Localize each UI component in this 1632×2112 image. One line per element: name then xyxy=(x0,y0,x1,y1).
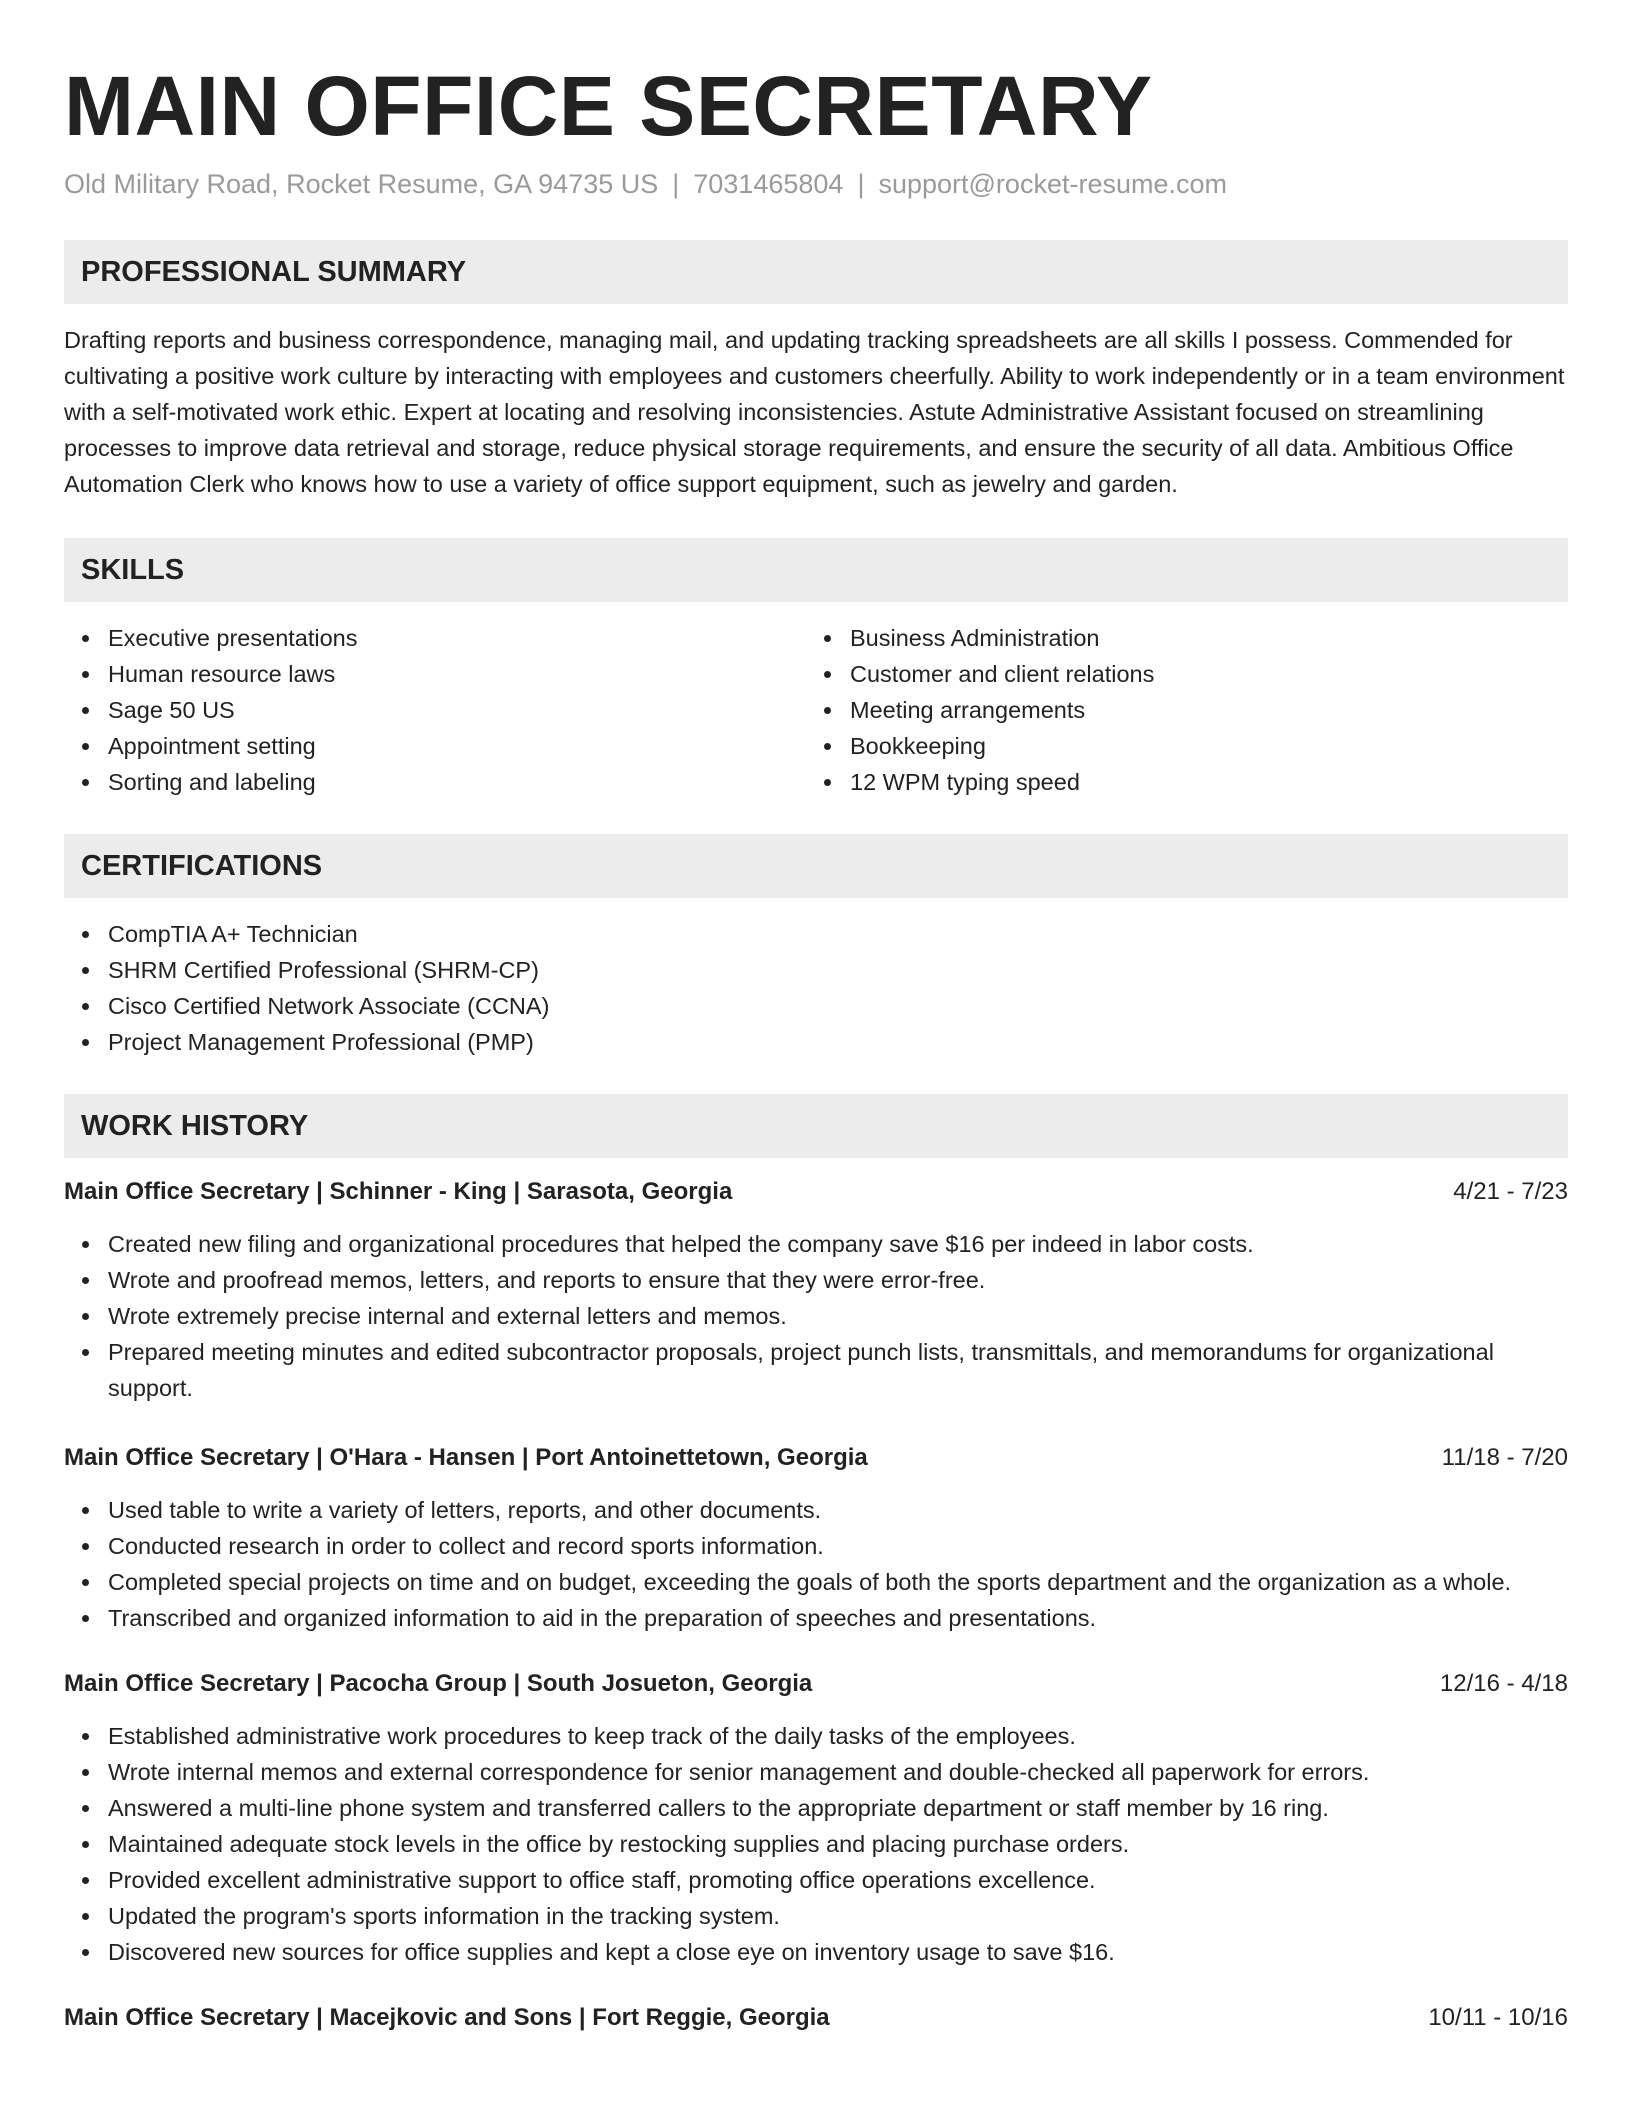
contact-separator: | xyxy=(672,169,680,199)
work-history-section-header: WORK HISTORY xyxy=(64,1094,1568,1158)
job-title: Main Office Secretary | Pacocha Group | South Josueton, Georgia xyxy=(64,1670,813,1697)
job-duty: Wrote and proofread memos, letters, and reports to ensure that they were error-free. xyxy=(64,1262,1568,1298)
certification-item: Project Management Professional (PMP) xyxy=(64,1024,1568,1060)
job-duty: Completed special projects on time and on budget, exceeding the goals of both the sports department and the organization as a whole. xyxy=(64,1564,1568,1600)
skill-item: Customer and client relations xyxy=(806,656,1548,692)
job-header xyxy=(64,1174,1568,1210)
job-duty: Wrote extremely precise internal and external letters and memos. xyxy=(64,1298,1568,1334)
job-header xyxy=(64,1440,1568,1476)
skills-column-left xyxy=(64,620,806,800)
skill-item: Sage 50 US xyxy=(64,692,806,728)
job-entry xyxy=(64,1666,1568,1970)
job-duty: Used table to write a variety of letters, reports, and other documents. xyxy=(64,1492,1568,1528)
job-header xyxy=(64,1666,1568,1702)
job-entry xyxy=(64,1174,1568,1406)
contact-address: Old Military Road, Rocket Resume, GA 94735 US xyxy=(64,169,659,199)
job-title: Main Office Secretary | Schinner - King | Sarasota, Georgia xyxy=(64,1178,733,1205)
skills-section-header: SKILLS xyxy=(64,538,1568,602)
job-dates: 10/11 - 10/16 xyxy=(1428,2004,1568,2031)
job-duties-list xyxy=(64,1226,1568,1406)
job-duty: Discovered new sources for office supplies and kept a close eye on inventory usage to save $16. xyxy=(64,1934,1568,1970)
job-entry xyxy=(64,2000,1568,2036)
skill-item: Human resource laws xyxy=(64,656,806,692)
contact-phone: 7031465804 xyxy=(693,169,844,199)
job-duty: Wrote internal memos and external correspondence for senior management and double-checked all paperwork for errors. xyxy=(64,1754,1568,1790)
contact-email: support@rocket-resume.com xyxy=(878,169,1227,199)
job-title: Main Office Secretary | Macejkovic and Sons | Fort Reggie, Georgia xyxy=(64,2004,830,2031)
job-header xyxy=(64,2000,1568,2036)
summary-text: Drafting reports and business correspondence, managing mail, and updating tracking spreadsheets are all skills I possess. Commended for cultivating a positive work culture by interacting with employees and customers cheerfully. Ability to work independently or in a team environment with a self-motivated work ethic. Expert at locating and resolving inconsistencies. Astute Administrative Assistant focused on streamlining processes to improve data retrieval and storage, reduce physical storage requirements, and ensure the security of all data. Ambitious Office Automation Clerk who knows how to use a variety of office support equipment, such as jewelry and garden. xyxy=(64,327,1565,497)
contact-separator: | xyxy=(857,169,865,199)
certification-item: SHRM Certified Professional (SHRM-CP) xyxy=(64,952,1568,988)
job-duty: Transcribed and organized information to aid in the preparation of speeches and presentations. xyxy=(64,1600,1568,1636)
job-duty: Answered a multi-line phone system and transferred callers to the appropriate department or staff member by 16 ring. xyxy=(64,1790,1568,1826)
summary-section-header: PROFESSIONAL SUMMARY xyxy=(64,240,1568,304)
skill-item: Sorting and labeling xyxy=(64,764,806,800)
resume-page xyxy=(64,0,1568,2036)
certification-item: CompTIA A+ Technician xyxy=(64,916,1568,952)
contact-line xyxy=(64,166,1568,202)
skill-item: Appointment setting xyxy=(64,728,806,764)
skills-list xyxy=(64,620,1568,800)
skill-item: Executive presentations xyxy=(64,620,806,656)
certification-item: Cisco Certified Network Associate (CCNA) xyxy=(64,988,1568,1024)
job-duties-list xyxy=(64,1492,1568,1636)
job-duty: Created new filing and organizational procedures that helped the company save $16 per indeed in labor costs. xyxy=(64,1226,1568,1262)
job-title: Main Office Secretary | O'Hara - Hansen | Port Antoinettetown, Georgia xyxy=(64,1444,868,1471)
job-duty: Prepared meeting minutes and edited subcontractor proposals, project punch lists, transmittals, and memorandums for organizational support. xyxy=(64,1334,1568,1406)
skill-item: 12 WPM typing speed xyxy=(806,764,1548,800)
certifications-section-header: CERTIFICATIONS xyxy=(64,834,1568,898)
job-dates: 11/18 - 7/20 xyxy=(1441,1444,1568,1471)
candidate-name: MAIN OFFICE SECRETARY xyxy=(64,59,1153,153)
skill-item: Business Administration xyxy=(806,620,1548,656)
job-duty: Updated the program's sports information in the tracking system. xyxy=(64,1898,1568,1934)
skills-column-right xyxy=(806,620,1548,800)
job-duties-list xyxy=(64,1718,1568,1970)
skill-item: Bookkeeping xyxy=(806,728,1548,764)
job-dates: 4/21 - 7/23 xyxy=(1453,1178,1568,1205)
skill-item: Meeting arrangements xyxy=(806,692,1548,728)
job-duty: Provided excellent administrative support to office staff, promoting office operations excellence. xyxy=(64,1862,1568,1898)
job-duty: Maintained adequate stock levels in the office by restocking supplies and placing purchase orders. xyxy=(64,1826,1568,1862)
certifications-list xyxy=(64,916,1568,1060)
job-duty: Established administrative work procedures to keep track of the daily tasks of the employees. xyxy=(64,1718,1568,1754)
job-dates: 12/16 - 4/18 xyxy=(1439,1670,1568,1697)
job-duty: Conducted research in order to collect and record sports information. xyxy=(64,1528,1568,1564)
job-entry xyxy=(64,1440,1568,1636)
